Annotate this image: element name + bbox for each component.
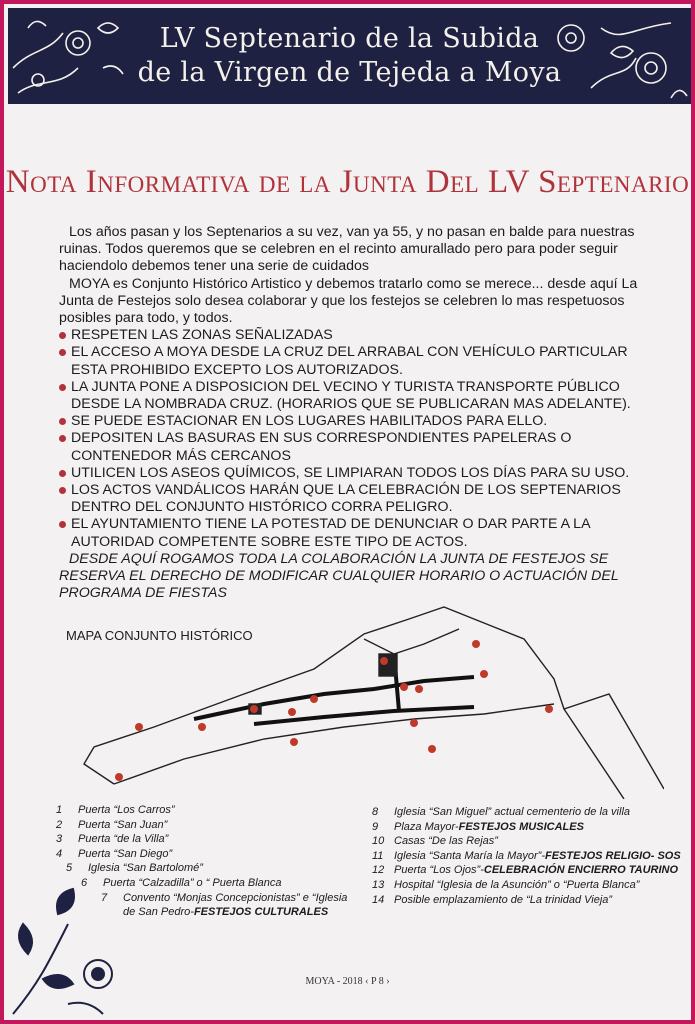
- bullet-dot-icon: [59, 487, 66, 494]
- legend-event-label: FESTEJOS RELIGIO- SOS: [545, 849, 681, 862]
- page-footer: MOYA - 2018 ‹ P 8 ›: [305, 976, 390, 987]
- legend-number: 7: [101, 891, 108, 904]
- page-title: Nota Informativa de la Junta Del LV Septenario: [5, 164, 690, 200]
- map-road: [564, 709, 624, 799]
- bullet-dot-icon: [59, 349, 66, 356]
- header-title-line-1: LV Septenario de la Subida: [159, 23, 540, 54]
- legend-text: Puerta “Calzadilla” o “ Puerta Blanca: [103, 876, 282, 889]
- legend-text: Posible emplazamiento de “La trinidad Vieja”: [394, 893, 613, 906]
- map-street-lower: [254, 707, 474, 724]
- map-marker: [480, 670, 488, 678]
- legend-number: 5: [66, 862, 73, 875]
- legend-number: 13: [372, 878, 385, 891]
- legend-number: 11: [372, 849, 384, 862]
- legend-number: 1: [56, 804, 63, 816]
- legend-item: [372, 863, 679, 878]
- map-marker: [415, 685, 423, 693]
- legend-event-label: CELEBRACIÓN ENCIERRO TAURINO: [483, 864, 679, 877]
- map-marker: [115, 773, 123, 781]
- legend-number: 2: [56, 818, 63, 831]
- header-title: [8, 22, 691, 90]
- list-item: UTILICEN LOS ASEOS QUÍMICOS, SE LIMPIARAN TODOS LOS DÍAS PARA SU USO.: [59, 465, 664, 482]
- legend-item: [372, 834, 672, 849]
- legend-text: Puerta “de la Villa”: [78, 833, 169, 846]
- map-building: [379, 654, 397, 676]
- map-street-east: [364, 629, 459, 654]
- legend-item: [372, 878, 672, 893]
- legend-text: Iglesia “San Bartolomé”: [88, 862, 203, 875]
- map-marker: [310, 695, 318, 703]
- bullet-dot-icon: [59, 470, 66, 477]
- legend-item: [56, 832, 356, 847]
- closing-statement: DESDE AQUÍ ROGAMOS TODA LA COLABORACIÓN LA JUNTA DE FESTEJOS SE RESERVA EL DERECHO DE MODIFICAR CUALQUIER HORARIO O ACTUACIÓN DEL PROGRAMA DE FIESTAS: [59, 550, 619, 602]
- legend-text: Puerta “San Diego”: [78, 847, 173, 860]
- legend-text: Iglesia “Santa María la Mayor”-: [394, 849, 545, 862]
- header-banner: [8, 8, 691, 104]
- legend-number: 12: [372, 864, 385, 877]
- map-marker: [428, 745, 436, 753]
- legend-text: Casas “De las Rejas”: [394, 835, 498, 848]
- map-marker: [400, 683, 408, 691]
- legend-text: Plaza Mayor-: [394, 820, 459, 833]
- legend-number: 8: [372, 806, 379, 818]
- list-item: EL ACCESO A MOYA DESDE LA CRUZ DEL ARRABAL CON VEHÍCULO PARTICULAR ESTA PROHIBIDO EXCEPTO LOS AUTORIZADOS.: [59, 344, 664, 378]
- legend-number: 4: [56, 847, 63, 860]
- notice-body: [59, 224, 664, 602]
- map-marker: [288, 708, 296, 716]
- header-title-line-2: de la Virgen de Tejeda a Moya: [137, 57, 562, 88]
- bullet-dot-icon: [59, 521, 66, 528]
- legend-item: [372, 849, 681, 864]
- legend-text: Hospital “Iglesia de la Asunción” o “Puerta Blanca”: [394, 878, 640, 891]
- legend-text: Puerta “Los Ojos”-: [394, 864, 484, 877]
- bullet-dot-icon: [59, 435, 66, 442]
- legend-number: 14: [372, 893, 385, 906]
- list-item: SE PUEDE ESTACIONAR EN LOS LUGARES HABILITADOS PARA ELLO.: [59, 413, 664, 430]
- map-title: MAPA CONJUNTO HISTÓRICO: [66, 628, 253, 643]
- map-marker: [198, 723, 206, 731]
- intro-paragraph-2: MOYA es Conjunto Histórico Artistico y debemos tratarlo como se merece... desde aquí La Junta de Festejos solo desea colaborar y que los festejos se celebren lo mas respetuosos posibles para todo, y todos.: [59, 275, 638, 327]
- legend-number: 3: [56, 833, 63, 846]
- list-item: LA JUNTA PONE A DISPOSICION DEL VECINO Y TURISTA TRANSPORTE PÚBLICO DESDE LA NOMBRADA CRUZ. (HORARIOS QUE SE PUBLICARAN MAS ADELANTE).: [59, 379, 664, 413]
- bullet-dot-icon: [59, 418, 66, 425]
- legend-item: [56, 818, 356, 833]
- legend-number: 6: [81, 876, 88, 889]
- legend-item: [56, 803, 356, 818]
- intro-paragraph-1: Los años pasan y los Septenarios a su vez, van ya 55, y no pasan en balde para nuestras ruinas. Todos queremos que se celebren en el recinto amurallado pero para poder seguir haciendolo debemos tener una serie de cuidados: [59, 224, 635, 275]
- map-marker: [250, 705, 258, 713]
- list-item: EL AYUNTAMIENTO TIENE LA POTESTAD DE DENUNCIAR O DAR PARTE A LA AUTORIDAD COMPETENTE SOBRE ESTE TIPO DE ACTOS.: [59, 516, 664, 550]
- map-marker: [472, 640, 480, 648]
- legend-number: 10: [372, 835, 385, 848]
- map-street-upper: [194, 677, 474, 719]
- legend-text: Iglesia “San Miguel” actual cementerio de la villa: [394, 806, 631, 818]
- list-item: DEPOSITEN LAS BASURAS EN SUS CORRESPONDIENTES PAPELERAS O CONTENEDOR MÁS CERCANOS: [59, 430, 664, 464]
- legend-text: de San Pedro-: [123, 906, 194, 919]
- bullet-dot-icon: [59, 384, 66, 391]
- map-marker: [290, 738, 298, 746]
- legend-text: Convento “Monjas Concepcionistas” e “Iglesia: [123, 891, 348, 904]
- legend-event-label: FESTEJOS CULTURALES: [193, 906, 329, 919]
- legend-item: [372, 820, 672, 835]
- legend-item: [56, 847, 356, 862]
- legend-item: [372, 893, 672, 908]
- map-marker: [545, 705, 553, 713]
- bullet-dot-icon: [59, 332, 66, 339]
- legend-text: Puerta “Los Carros”: [78, 804, 175, 816]
- map-marker: [135, 723, 143, 731]
- map-marker: [410, 719, 418, 727]
- map-marker: [380, 657, 388, 665]
- legend-event-label: FESTEJOS MUSICALES: [458, 820, 584, 833]
- legend-text: Puerta “San Juan”: [78, 818, 168, 831]
- legend-number: 9: [372, 820, 379, 833]
- legend-item: [56, 861, 356, 876]
- floral-corner-decoration-icon: [8, 884, 128, 1020]
- legend-item: [372, 805, 672, 820]
- list-item: LOS ACTOS VANDÁLICOS HARÁN QUE LA CELEBRACIÓN DE LOS SEPTENARIOS DENTRO DEL CONJUNTO HISTÓRICO CORRA PELIGRO.: [59, 482, 664, 516]
- list-item: RESPETEN LAS ZONAS SEÑALIZADAS: [59, 327, 664, 344]
- legend-right: [372, 805, 681, 907]
